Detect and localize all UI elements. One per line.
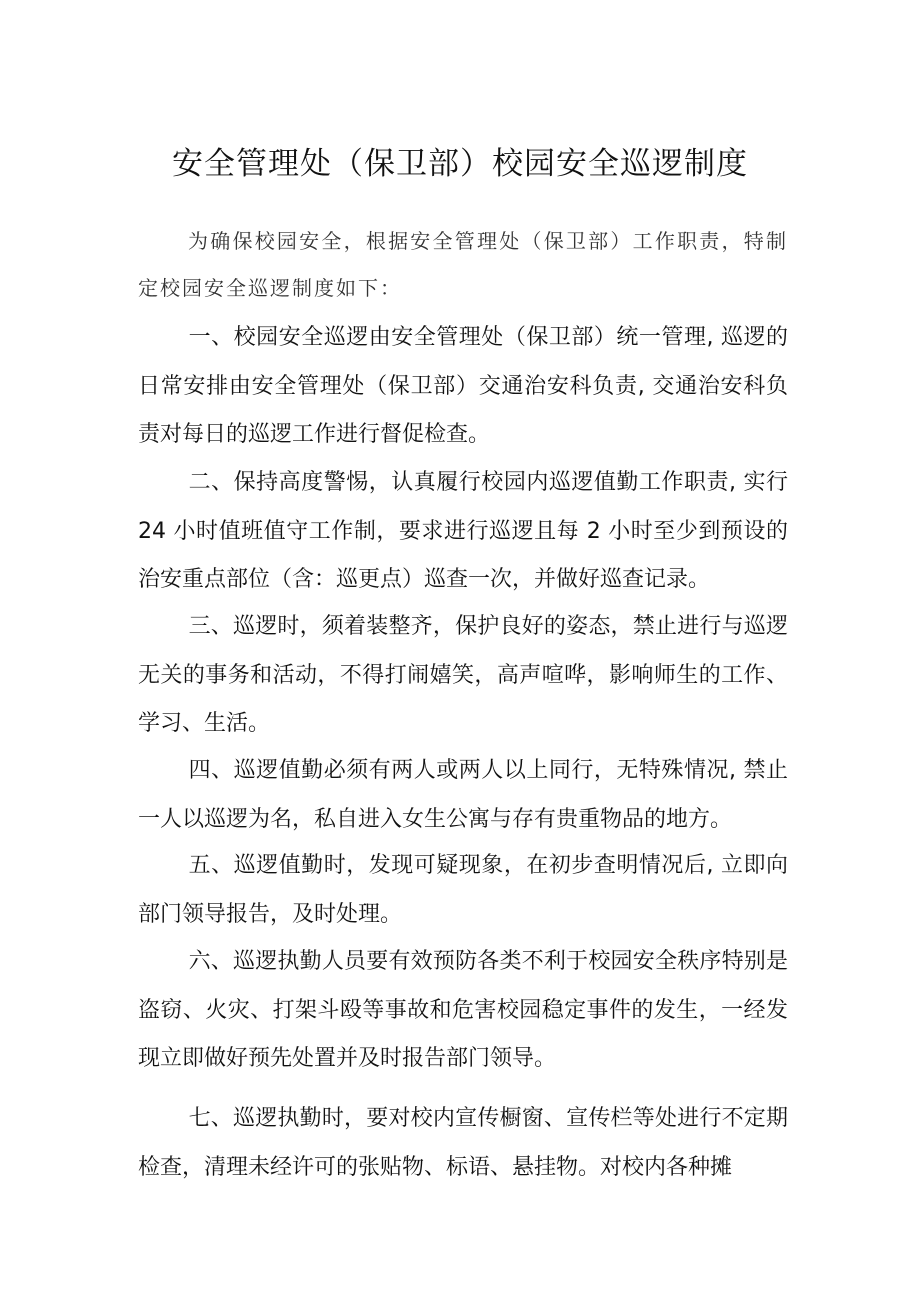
clause-7-paragraph: 七、巡逻执勤时，要对校内宣传橱窗、宣传栏等处进行不定期检查，清理未经许可的张贴物、标语、悬挂物。对校内各种摊	[138, 1106, 788, 1180]
clause-2-paragraph: 二、保持高度警惕，认真履行校园内巡逻值勤工作职责, 实行 24 小时值班值守工作制，要求进行巡逻且每 2 小时至少到预设的治安重点部位（含：巡更点）巡查一次，并做好巡查记录。	[138, 470, 788, 593]
document-title: 安全管理处（保卫部）校园安全巡逻制度	[172, 146, 748, 182]
clause-6-paragraph: 六、巡逻执勤人员要有效预防各类不利于校园安全秩序特别是盗窃、火灾、打架斗殴等事故和危害校园稳定事件的发生，一经发现立即做好预先处置并及时报告部门领导。	[138, 949, 788, 1072]
clause-1-paragraph: 一、校园安全巡逻由安全管理处（保卫部）统一管理, 巡逻的日常安排由安全管理处（保卫部）交通治安科负责, 交通治安科负责对每日的巡逻工作进行督促检查。	[138, 325, 788, 448]
clause-3-paragraph: 三、巡逻时，须着装整齐，保护良好的姿态，禁止进行与巡逻无关的事务和活动，不得打闹嬉笑，高声喧哗，影响师生的工作、学习、生活。	[138, 614, 788, 737]
intro-paragraph: 为确保校园安全，根据安全管理处（保卫部）工作职责，特制定校园安全巡逻制度如下：	[138, 229, 788, 300]
clause-4-paragraph: 四、巡逻值勤必须有两人或两人以上同行，无特殊情况, 禁止一人以巡逻为名，私自进入女生公寓与存有贵重物品的地方。	[138, 758, 788, 832]
clause-5-paragraph: 五、巡逻值勤时，发现可疑现象，在初步查明情况后, 立即向部门领导报告，及时处理。	[138, 853, 788, 927]
